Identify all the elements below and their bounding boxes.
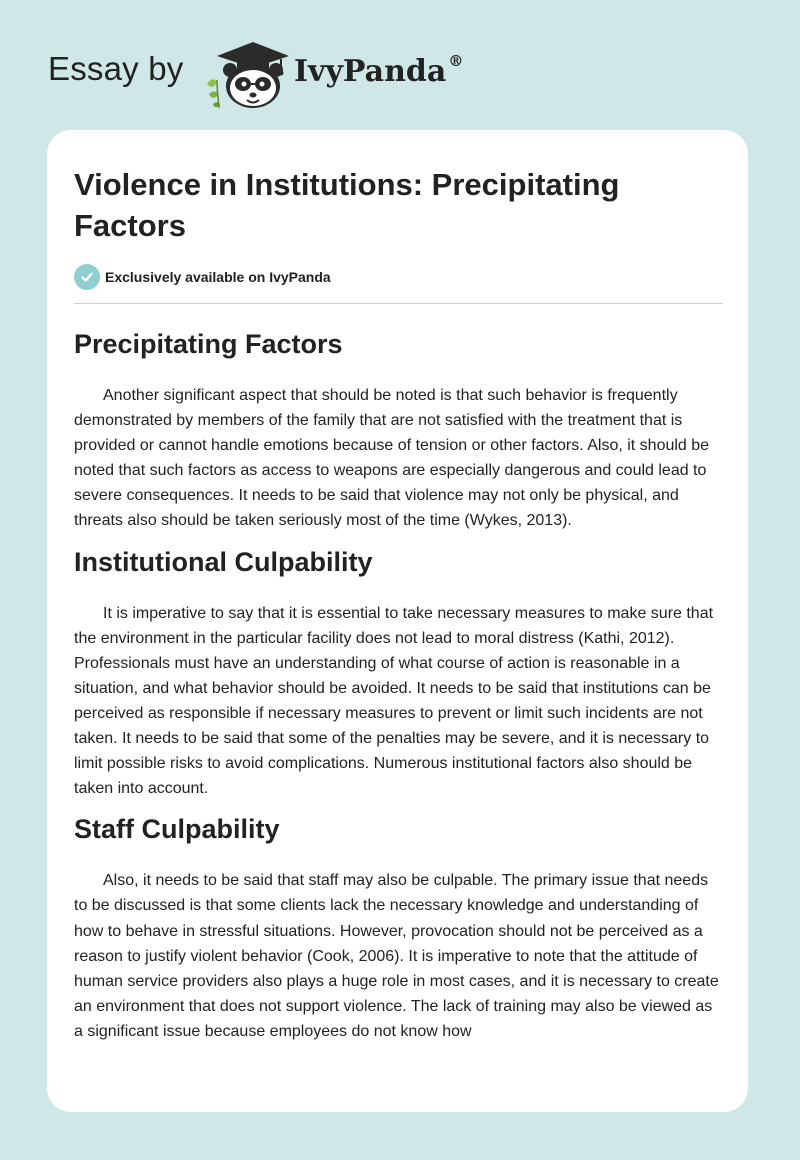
section-heading: Institutional Culpability xyxy=(74,546,373,577)
exclusive-label: Exclusively available on IvyPanda xyxy=(105,269,331,285)
section-paragraph: Another significant aspect that should be noted is that such behavior is frequently demonstrated by members of the family that are not satisfied with the treatment that is provided or cannot handle emotions because of tension or other factors. Also, it should be noted that such factors as access to weapons are especially dangerous and could lead to severe consequences. It needs to be said that violence may not only be physical, and threats also should be taken seriously most of the time (Wykes, 2013). xyxy=(74,387,710,530)
brand-name[interactable] xyxy=(294,54,463,89)
section-paragraph: It is imperative to say that it is essential to take necessary measures to make sure that the environment in the particular facility does not lead to moral distress (Kathi, 2012). Professionals must have an understanding of what course of action is reasonable in a situation, and what behavior should be avoided. It needs to be said that institutions can be perceived as responsible if necessary measures to prevent or limit such incidents are not taken. It needs to be said that some of the penalties may be severe, and it is necessary to limit possible risks to avoid complications. Numerous institutional factors also should be taken into account. xyxy=(74,604,714,798)
essay-content xyxy=(74,164,723,1044)
panda-logo-icon[interactable] xyxy=(201,34,293,110)
brand-name-text: IvyPanda xyxy=(294,54,447,89)
essay-title: Violence in Institutions: Precipitating Factors xyxy=(74,167,620,243)
essay-card xyxy=(47,130,748,1112)
exclusive-badge xyxy=(74,264,723,290)
registered-mark: ® xyxy=(448,52,464,70)
section-heading: Staff Culpability xyxy=(74,814,280,845)
section-paragraph: Also, it needs to be said that staff may also be culpable. The primary issue that needs to be discussed is that some clients lack the necessary knowledge and understanding of how to behave in stressful situations. However, provocation should not be perceived as a reason to justify violent behavior (Cook, 2006). It is imperative to note that the attitude of human service providers also plays a huge role in most cases, and it is necessary to create an environment that does not support violence. The lack of training may also be viewed as a significant issue because employees do not know how xyxy=(74,872,719,1040)
section-heading: Precipitating Factors xyxy=(74,329,343,359)
check-circle-icon xyxy=(74,264,100,290)
title-divider xyxy=(74,303,723,304)
brand-header xyxy=(48,34,468,110)
essay-by-label: Essay by xyxy=(48,50,184,87)
